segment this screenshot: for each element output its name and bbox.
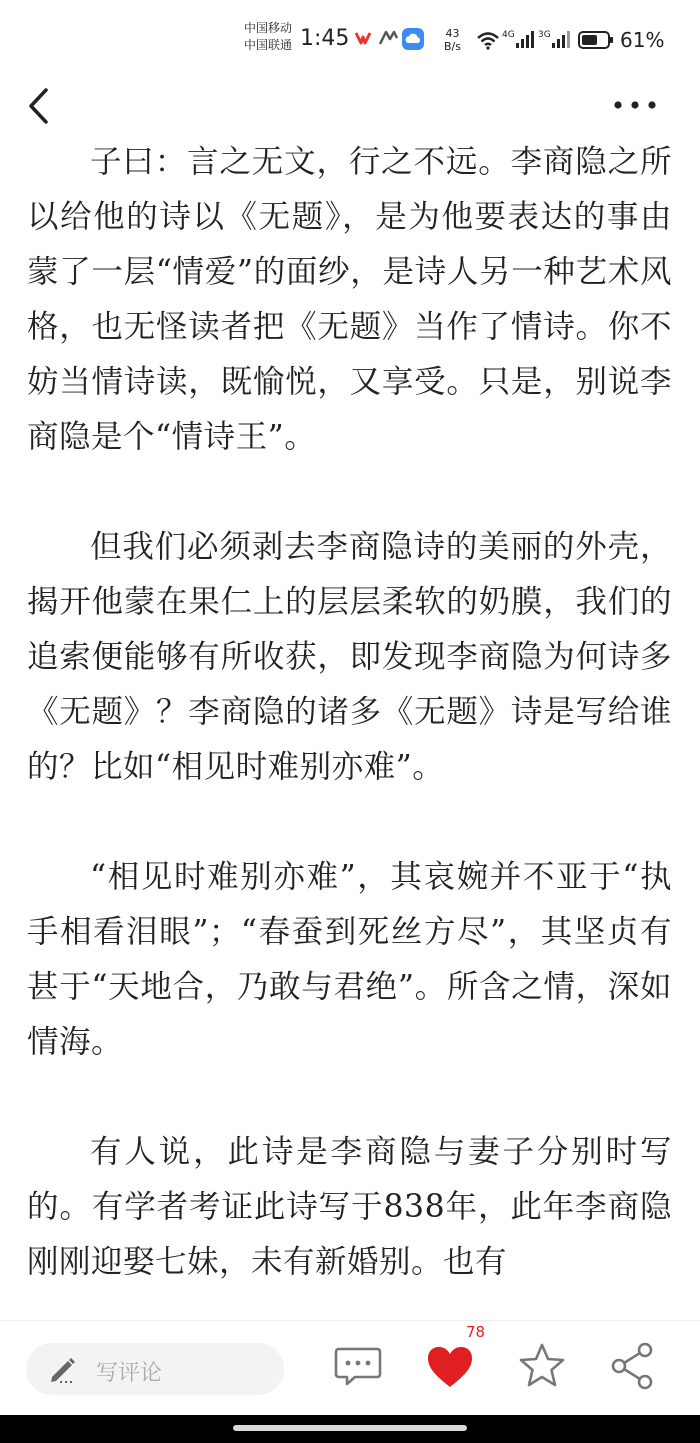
net-speed-unit: B/s xyxy=(444,40,461,53)
carrier-names xyxy=(244,20,292,54)
clock: 1:45 xyxy=(300,26,350,51)
system-gesture-area xyxy=(0,1415,700,1443)
comment-icon[interactable] xyxy=(333,1341,383,1391)
comment-input[interactable] xyxy=(26,1343,284,1395)
comment-placeholder: 写评论 xyxy=(96,1361,163,1386)
signal-4g-icon xyxy=(502,28,536,50)
article-paragraph-1: 子曰：言之无文，行之不远。李商隐之所以给他的诗以《无题》，是为他要表达的事由蒙了一层“情爱”的面纱，是诗人另一种艺术风格，也无怪读者把《无题》当作了情诗。你不妨当情诗读，既愉悦，又享受。只是，别说李商隐是个“情诗王”。 xyxy=(27,144,672,455)
article-paragraph-4: 有人说，此诗是李商隐与妻子分别时写的。有学者考证此诗写于838年，此年李商隐刚刚迎娶七妹，未有新婚别。也有 xyxy=(27,1134,672,1280)
signal-3g-icon xyxy=(538,28,572,50)
share-icon[interactable] xyxy=(608,1341,658,1391)
net-speed-value: 43 xyxy=(445,27,460,40)
article-paragraph-2: 但我们必须剥去李商隐诗的美丽的外壳，揭开他蒙在果仁上的层层柔软的奶膜，我们的追索便能够有所收获，即发现李商隐为何诗多《无题》？李商隐的诸多《无题》诗是写给谁的？比如“相见时难别亦难”。 xyxy=(27,529,672,785)
heart-icon[interactable] xyxy=(425,1343,475,1393)
battery-fill xyxy=(582,35,597,45)
net-speed xyxy=(444,27,461,53)
bottom-action-bar xyxy=(0,1320,700,1416)
app-notify-icon xyxy=(378,30,398,46)
carrier-1: 中国移动 xyxy=(244,21,293,35)
weibo-icon xyxy=(354,30,372,46)
article-body xyxy=(27,135,672,1320)
star-icon[interactable] xyxy=(517,1341,567,1391)
back-icon[interactable] xyxy=(24,86,60,126)
battery-percent: 61% xyxy=(620,28,665,52)
like-count: 78 xyxy=(466,1323,486,1341)
wifi-icon xyxy=(476,30,500,50)
signal-1-label: 4G xyxy=(502,30,515,40)
battery-tip xyxy=(610,37,613,43)
carrier-2: 中国联通 xyxy=(244,38,293,52)
cloud-icon xyxy=(402,28,424,50)
home-gesture-handle[interactable] xyxy=(233,1425,467,1431)
article-paragraph-3: “相见时难别亦难”，其哀婉并不亚于“执手相看泪眼”；“春蚕到死丝方尽”，其坚贞有甚于“天地合，乃敢与君绝”。所含之情，深如情海。 xyxy=(27,859,672,1060)
battery-icon xyxy=(578,31,610,49)
status-bar xyxy=(0,0,700,80)
signal-2-label: 3G xyxy=(538,30,551,40)
pen-icon xyxy=(48,1355,78,1383)
more-dots-icon[interactable] xyxy=(610,92,660,118)
